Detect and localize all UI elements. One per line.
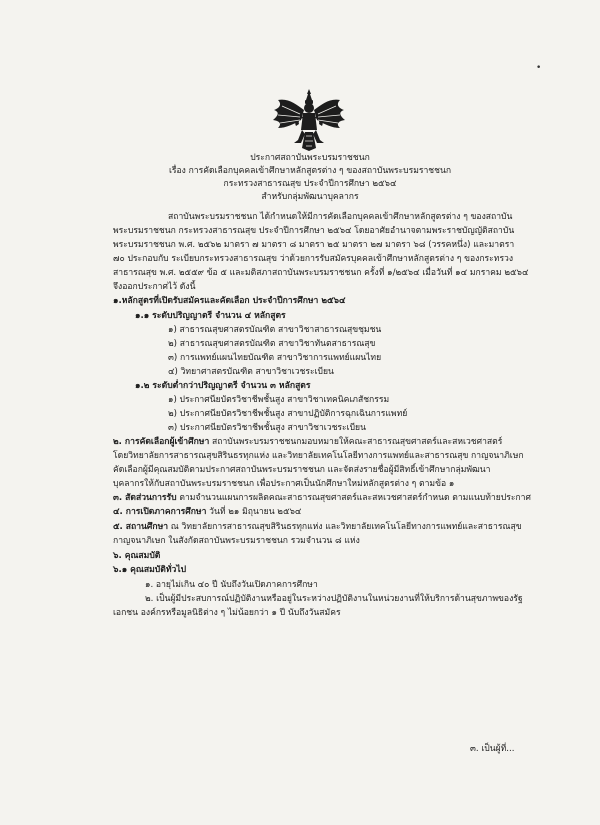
intro-line: จึงออกประกาศไว้ ดังนี้ bbox=[113, 282, 196, 292]
program-item: ๒) ประกาศนียบัตรวิชาชีพชั้นสูง สาขาปฏิบัติการฉุกเฉินการแพทย์ bbox=[168, 409, 408, 419]
announcement-group: สำหรับกลุ่มพัฒนาบุคลากร bbox=[261, 192, 359, 202]
intro-line: ๗๐ ประกอบกับ ระเบียบกระทรวงสาธารณสุข ว่าด้วยการรับสมัครบุคคลเข้าศึกษาหลักสูตรต่าง ๆ ของกระทรวง bbox=[113, 254, 514, 264]
section-6-1-title: ๖.๑ คุณสมบัติทั่วไป bbox=[113, 565, 187, 575]
intro-line: สาธารณสุข พ.ศ. ๒๕๕๙ ข้อ ๕ และมติสภาสถาบันพระบรมราชชนก ครั้งที่ ๑/๒๕๖๔ เมื่อวันที่ ๑๔ มกราคม ๒๕๖๔ bbox=[113, 268, 529, 278]
section-5-heading: ๕. สถานศึกษา bbox=[113, 522, 169, 532]
section-1-2-title: ๑.๒ ระดับต่ำกว่าปริญญาตรี จำนวน ๓ หลักสูตร bbox=[135, 381, 311, 391]
section-3-text: ตามจำนวนแผนการผลิตคณะสาธารณสุขศาสตร์และสหเวชศาสตร์กำหนด ตามแนบท้ายประกาศ bbox=[176, 493, 531, 503]
program-item: ๑) ประกาศนียบัตรวิชาชีพชั้นสูง สาขาวิชาเทคนิคเภสัชกรรม bbox=[168, 395, 390, 405]
section-2-text: สถาบันพระบรมราชชนกมอบหมายให้คณะสาธารณสุขศาสตร์และสหเวชศาสตร์ bbox=[209, 437, 503, 447]
section-3-heading: ๓. สัดส่วนการรับ bbox=[113, 493, 177, 503]
section-4-line bbox=[113, 506, 301, 519]
program-item: ๔) วิทยาศาสตรบัณฑิต สาขาวิชาเวชระเบียน bbox=[168, 367, 334, 377]
section-6-title: ๖. คุณสมบัติ bbox=[113, 551, 161, 561]
section-2-line: บุคลากรให้กับสถาบันพระบรมราชชนก เพื่อประกาศเป็นนักศึกษาใหม่หลักสูตรต่าง ๆ ตามข้อ ๑ bbox=[113, 479, 455, 489]
section-5-line: กาญจนาภิเษก ในสังกัดสถาบันพระบรมราชชนก รวมจำนวน ๘ แห่ง bbox=[113, 536, 360, 546]
qualification-item: ๒. เป็นผู้มีประสบการณ์ปฏิบัติงานหรืออยู่ในระหว่างปฏิบัติงานในหน่วยงานที่ให้บริการด้านสุขภาพของรัฐ bbox=[145, 594, 523, 604]
corner-mark: • bbox=[536, 63, 542, 73]
announcement-subject: เรื่อง การคัดเลือกบุคคลเข้าศึกษาหลักสูตรต่าง ๆ ของสถาบันพระบรมราชชนก bbox=[168, 166, 452, 176]
section-2-heading: ๒. การคัดเลือกผู้เข้าศึกษา bbox=[113, 437, 210, 447]
section-5-text: ณ วิทยาลัยการสาธารณสุขสิรินธรทุกแห่ง และวิทยาลัยเทคโนโลยีทางการแพทย์และสาธารณสุข bbox=[168, 522, 522, 532]
section-3-line bbox=[113, 492, 531, 505]
announcement-ministry: กระทรวงสาธารณสุข ประจำปีการศึกษา ๒๕๖๔ bbox=[223, 179, 397, 189]
qualification-item: ๑. อายุไม่เกิน ๔๐ ปี นับถึงวันเปิดภาคการศึกษา bbox=[145, 580, 318, 590]
garuda-emblem-icon bbox=[270, 88, 348, 152]
intro-line: พระบรมราชชนก กระทรวงสาธารณสุข ประจำปีการศึกษา ๒๕๖๔ โดยอาศัยอำนาจตามพระราชบัญญัติสถาบัน bbox=[113, 226, 515, 236]
section-2-line: โดยวิทยาลัยการสาธารณสุขสิรินธรทุกแห่ง และวิทยาลัยเทคโนโลยีทางการแพทย์และสาธารณสุข กาญจนาภิเษก bbox=[113, 451, 524, 461]
program-item: ๒) สาธารณสุขศาสตรบัณฑิต สาขาวิชาทันตสาธารณสุข bbox=[168, 339, 376, 349]
program-item: ๑) สาธารณสุขศาสตรบัณฑิต สาขาวิชาสาธารณสุขชุมชน bbox=[168, 325, 382, 335]
section-2-line: คัดเลือกผู้มีคุณสมบัติตามประกาศสถาบันพระบรมราชชนก และจัดส่งรายชื่อผู้มีสิทธิ์เข้าศึกษากลุ่มพัฒนา bbox=[113, 465, 491, 475]
announcement-issuer: ประกาศสถาบันพระบรมราชชนก bbox=[250, 153, 370, 163]
section-4-text: วันที่ ๒๑ มิถุนายน ๒๕๖๔ bbox=[206, 507, 302, 517]
section-5-line bbox=[113, 521, 522, 534]
section-2-line bbox=[113, 436, 502, 449]
section-1-title: ๑.หลักสูตรที่เปิดรับสมัครและคัดเลือก ประจำปีการศึกษา ๒๕๖๔ bbox=[113, 296, 346, 306]
page-continuation: ๓. เป็นผู้ที่... bbox=[470, 744, 515, 754]
program-item: ๓) การแพทย์แผนไทยบัณฑิต สาขาวิชาการแพทย์แผนไทย bbox=[168, 353, 382, 363]
intro-line: พระบรมราชชนก พ.ศ. ๒๕๖๒ มาตรา ๗ มาตรา ๘ มาตรา ๒๕ มาตรา ๒๗ มาตรา ๖๘ (วรรคหนึ่ง) และมาตรา bbox=[113, 240, 515, 250]
section-4-heading: ๔. การเปิดภาคการศึกษา bbox=[113, 507, 207, 517]
qualification-item: เอกชน องค์กรหรือมูลนิธิต่าง ๆ ไม่น้อยกว่า ๑ ปี นับถึงวันสมัคร bbox=[113, 608, 341, 618]
program-item: ๓) ประกาศนียบัตรวิชาชีพชั้นสูง สาขาวิชาเวชระเบียน bbox=[168, 423, 366, 433]
intro-line: สถาบันพระบรมราชชนก ได้กำหนดให้มีการคัดเลือกบุคคลเข้าศึกษาหลักสูตรต่าง ๆ ของสถาบัน bbox=[168, 212, 513, 222]
section-1-1-title: ๑.๑ ระดับปริญญาตรี จำนวน ๔ หลักสูตร bbox=[135, 311, 286, 321]
